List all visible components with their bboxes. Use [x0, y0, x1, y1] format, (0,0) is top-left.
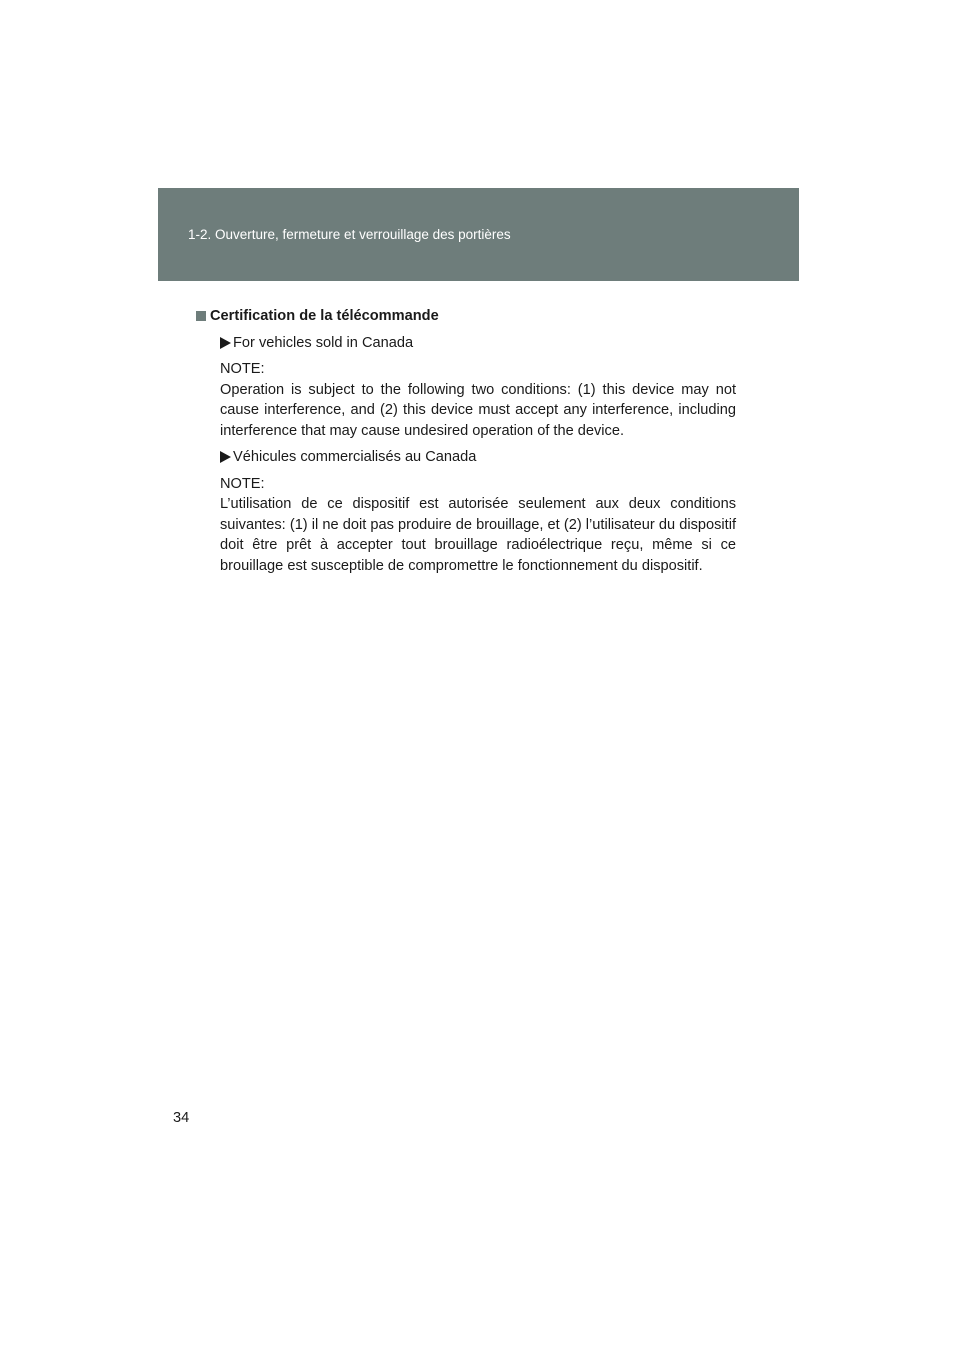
subhead-english-text: For vehicles sold in Canada — [233, 334, 414, 351]
triangle-right-icon — [220, 451, 231, 463]
chapter-header-band — [158, 188, 799, 281]
section-heading — [196, 306, 736, 327]
section-heading-text: Certification de la télécommande — [210, 308, 439, 324]
note-french-label: NOTE: — [220, 475, 265, 492]
subhead-english — [220, 333, 736, 354]
note-french — [220, 474, 736, 577]
note-french-text: L’utilisation de ce dispositif est autorisée seulement aux deux conditions suivantes: (1) il ne doit pas produire de brouillage, et (2) l’utilisateur du dispositif doit être prêt à accepter tout brouillage radioélectrique reçu, même si ce brouillage est susceptible de compromettre le fonctionnement du dispositif. — [220, 496, 736, 574]
square-bullet-icon — [196, 311, 206, 321]
triangle-right-icon — [220, 337, 231, 349]
page-number: 34 — [173, 1110, 190, 1126]
note-english — [220, 359, 736, 441]
page-content — [196, 306, 736, 582]
subhead-french-text: Véhicules commercialisés au Canada — [233, 449, 477, 465]
chapter-title: 1-2. Ouverture, fermeture et verrouillage des portières — [188, 227, 511, 242]
subhead-french — [220, 447, 736, 468]
note-english-text: Operation is subject to the following two conditions: (1) this device may not cause interference, and (2) this device must accept any interference, including interference that may cause undesired operation of the device. — [220, 381, 736, 439]
note-english-label: NOTE: — [220, 361, 265, 377]
